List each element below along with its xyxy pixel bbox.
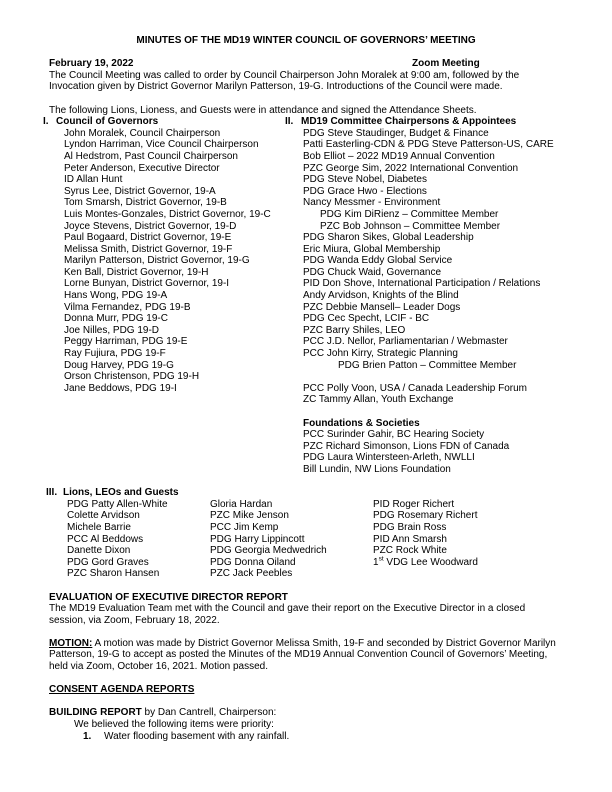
guest-name: Danette Dixon: [67, 545, 131, 557]
foundations-member-list: [285, 429, 563, 475]
committee-member-list: [285, 128, 563, 406]
committee-heading: MD19 Committee Chairpersons & Appointees: [301, 116, 517, 128]
guests-table: [49, 499, 563, 580]
committee-member: PCC Polly Voon, USA / Canada Leadership Forum: [303, 382, 528, 394]
ordinal-suffix: st: [378, 555, 384, 563]
committee-member: Andy Arvidson, Knights of the Blind: [303, 290, 459, 302]
building-report-items: [49, 731, 563, 743]
guest-name: PDG Georgia Medwedrich: [210, 545, 327, 557]
committee-member: PZC Bob Johnson – Committee Member: [320, 220, 501, 232]
council-member: Melissa Smith, District Governor, 19-F: [64, 243, 233, 255]
evaluation-heading: EVALUATION OF EXECUTIVE DIRECTOR REPORT: [49, 591, 288, 603]
guest-name: PCC Jim Kemp: [210, 521, 279, 533]
spacer: [49, 580, 563, 592]
date-row: [49, 58, 563, 70]
council-member: Jane Beddows, PDG 19-I: [64, 382, 177, 394]
foundations-member: PZC Richard Simonson, Lions FDN of Canada: [303, 440, 510, 452]
council-numeral: I.: [43, 116, 49, 128]
council-member: Ray Fujiura, PDG 19-F: [64, 348, 166, 360]
guest-name: Colette Arvidson: [67, 510, 140, 522]
item-number: 1.: [83, 730, 92, 742]
council-member: Orson Christenson, PDG 19-H: [64, 371, 200, 383]
building-report-line: [49, 707, 563, 719]
evaluation-body: The MD19 Evaluation Team met with the Council and gave their report on the Executive Director in a closed session, via Zoom, February 18, 2022.: [49, 603, 526, 626]
meeting-date: February 19, 2022: [49, 58, 134, 70]
spacer: [285, 406, 563, 418]
guests-heading-row: [46, 487, 563, 499]
foundations-member: PDG Laura Wintersteen-Arleth, NWLLI: [303, 452, 475, 464]
meeting-type: Zoom Meeting: [412, 58, 480, 70]
council-member: John Moralek, Council Chairperson: [64, 127, 221, 139]
council-heading: Council of Governors: [56, 116, 159, 128]
guest-name: 1st VDG Lee Woodward: [373, 555, 478, 568]
building-report-label: BUILDING REPORT: [49, 707, 142, 719]
committee-member: Eric Miura, Global Membership: [303, 243, 441, 255]
committee-member: PCC J.D. Nellor, Parliamentarian / Webmaster: [303, 336, 508, 348]
spacer: [49, 93, 563, 105]
committee-member: PZC Debbie Mansell– Leader Dogs: [303, 301, 461, 313]
building-report-intro: We believed the following items were priority:: [74, 719, 274, 731]
guest-row: [49, 522, 563, 534]
committee-numeral: II.: [285, 116, 294, 128]
consent-agenda-heading: CONSENT AGENDA REPORTS: [49, 684, 195, 696]
council-member: Al Hedstrom, Past Council Chairperson: [64, 150, 238, 162]
council-member: Peggy Harriman, PDG 19-E: [64, 336, 188, 348]
council-member: Donna Murr, PDG 19-C: [64, 313, 168, 325]
motion-label: MOTION:: [49, 637, 93, 649]
committee-column: [285, 116, 563, 475]
guest-row: [49, 510, 563, 522]
attendance-note: The following Lions, Lioness, and Guests were in attendance and signed the Attendance Sheets.: [49, 104, 477, 116]
committee-member: Patti Easterling-CDN & PDG Steve Patterson-US, CARE: [303, 139, 554, 151]
guest-name: PDG Donna Oiland: [210, 556, 296, 568]
committee-member: PDG Wanda Eddy Global Service: [303, 255, 453, 267]
council-column: [43, 116, 285, 394]
guest-name: PDG Gord Graves: [67, 556, 149, 568]
building-report-rest: by Dan Cantrell, Chairperson:: [141, 707, 277, 719]
guest-name: PDG Rosemary Richert: [373, 510, 478, 522]
council-member: Doug Harvey, PDG 19-G: [64, 359, 174, 371]
committee-member: PCC John Kirry, Strategic Planning: [303, 348, 458, 360]
committee-member: [285, 371, 563, 383]
committee-member: PDG Sharon Sikes, Global Leadership: [303, 232, 474, 244]
guest-row: [49, 499, 563, 511]
guest-row: [49, 568, 563, 580]
council-member: Lorne Bunyan, District Governor, 19-I: [64, 278, 230, 290]
council-heading-row: [43, 116, 285, 128]
document-title: MINUTES OF THE MD19 WINTER COUNCIL OF GOVERNORS’ MEETING: [136, 35, 476, 46]
committee-member: PDG Grace Hwo - Elections: [303, 185, 427, 197]
spacer: [49, 673, 563, 685]
guest-row: [49, 557, 563, 569]
committee-member: PDG Kim DiRienz – Committee Member: [320, 208, 499, 220]
spacer: [49, 696, 563, 708]
guest-name: PZC Sharon Hansen: [67, 568, 160, 580]
committee-member: PDG Cec Specht, LCIF - BC: [303, 313, 430, 325]
committee-member: PZC George Sim, 2022 International Convention: [303, 162, 519, 174]
council-member: Marilyn Patterson, District Governor, 19-G: [64, 255, 250, 267]
guest-row: [49, 534, 563, 546]
building-report-item: [49, 731, 563, 743]
foundations-heading: Foundations & Societies: [303, 417, 420, 429]
foundations-member: PCC Surinder Gahir, BC Hearing Society: [303, 429, 485, 441]
guest-name: Gloria Hardan: [210, 498, 273, 510]
committee-heading-row: [285, 116, 563, 128]
guest-name: Michele Barrie: [67, 521, 131, 533]
council-member: Hans Wong, PDG 19-A: [64, 290, 168, 302]
committee-member: PDG Steve Staudinger, Budget & Finance: [303, 127, 489, 139]
committee-member: PZC Barry Shiles, LEO: [303, 324, 406, 336]
council-member: Paul Bogaard, District Governor, 19-E: [64, 232, 232, 244]
council-member: Peter Anderson, Executive Director: [64, 162, 220, 174]
foundations-member: Bill Lundin, NW Lions Foundation: [303, 463, 451, 475]
council-member: Tom Smarsh, District Governor, 19-B: [64, 197, 227, 209]
motion-paragraph: [49, 638, 563, 673]
council-member: ID Allan Hunt: [64, 174, 123, 186]
council-member: Lyndon Harriman, Vice Council Chairperson: [64, 139, 259, 151]
council-member: Luis Montes-Gonzales, District Governor, 19-C: [64, 208, 271, 220]
committee-member: Bob Elliot – 2022 MD19 Annual Convention: [303, 150, 495, 162]
guest-name: PDG Brain Ross: [373, 521, 447, 533]
motion-body: A motion was made by District Governor Melissa Smith, 19-F and seconded by District Governor Marilyn Patterson, 19-G to accept as posted the Minutes of the MD19 Annual Convention Council of Governors’ Meeting, held via Zoom, October 16, 2021. Motion passed.: [49, 637, 556, 673]
guest-name: PDG Harry Lippincott: [210, 533, 305, 545]
guests-numeral: III.: [46, 487, 58, 499]
item-text: Water flooding basement with any rainfall.: [104, 730, 290, 742]
council-member: Vilma Fernandez, PDG 19-B: [64, 301, 191, 313]
guest-name: PZC Jack Peebles: [210, 568, 293, 580]
guest-row: [49, 545, 563, 557]
guests-heading: Lions, LEOs and Guests: [63, 487, 179, 499]
guest-name: PZC Rock White: [373, 545, 447, 557]
guest-name: PDG Patty Allen-White: [67, 498, 168, 510]
guest-name: PID Roger Richert: [373, 498, 455, 510]
committee-member: Nancy Messmer - Environment: [303, 197, 441, 209]
intro-paragraph: The Council Meeting was called to order by Council Chairperson John Moralek at 9:00 am, followed by the Invocation given by District Governor Marilyn Patterson, 19-G. Introductions of the Council were made.: [49, 69, 520, 93]
committee-member: PDG Brien Patton – Committee Member: [338, 359, 517, 371]
spacer: [49, 626, 563, 638]
spacer: [49, 476, 563, 488]
committee-member: PID Don Shove, International Participation / Relations: [303, 278, 541, 290]
committee-member: ZC Tammy Allan, Youth Exchange: [303, 394, 454, 406]
guest-name: [373, 568, 563, 580]
guest-name: PZC Mike Jenson: [210, 510, 289, 522]
council-member: Joyce Stevens, District Governor, 19-D: [64, 220, 237, 232]
guest-name: PID Ann Smarsh: [373, 533, 447, 545]
council-member-list: [43, 128, 285, 395]
guest-name: PCC Al Beddows: [67, 533, 144, 545]
attendance-columns: [43, 116, 563, 475]
committee-member: PDG Chuck Waid, Governance: [303, 266, 442, 278]
council-member: Joe Nilles, PDG 19-D: [64, 324, 160, 336]
council-member: Ken Ball, District Governor, 19-H: [64, 266, 209, 278]
committee-member: PDG Steve Nobel, Diabetes: [303, 174, 427, 186]
council-member: Syrus Lee, District Governor, 19-A: [64, 185, 216, 197]
